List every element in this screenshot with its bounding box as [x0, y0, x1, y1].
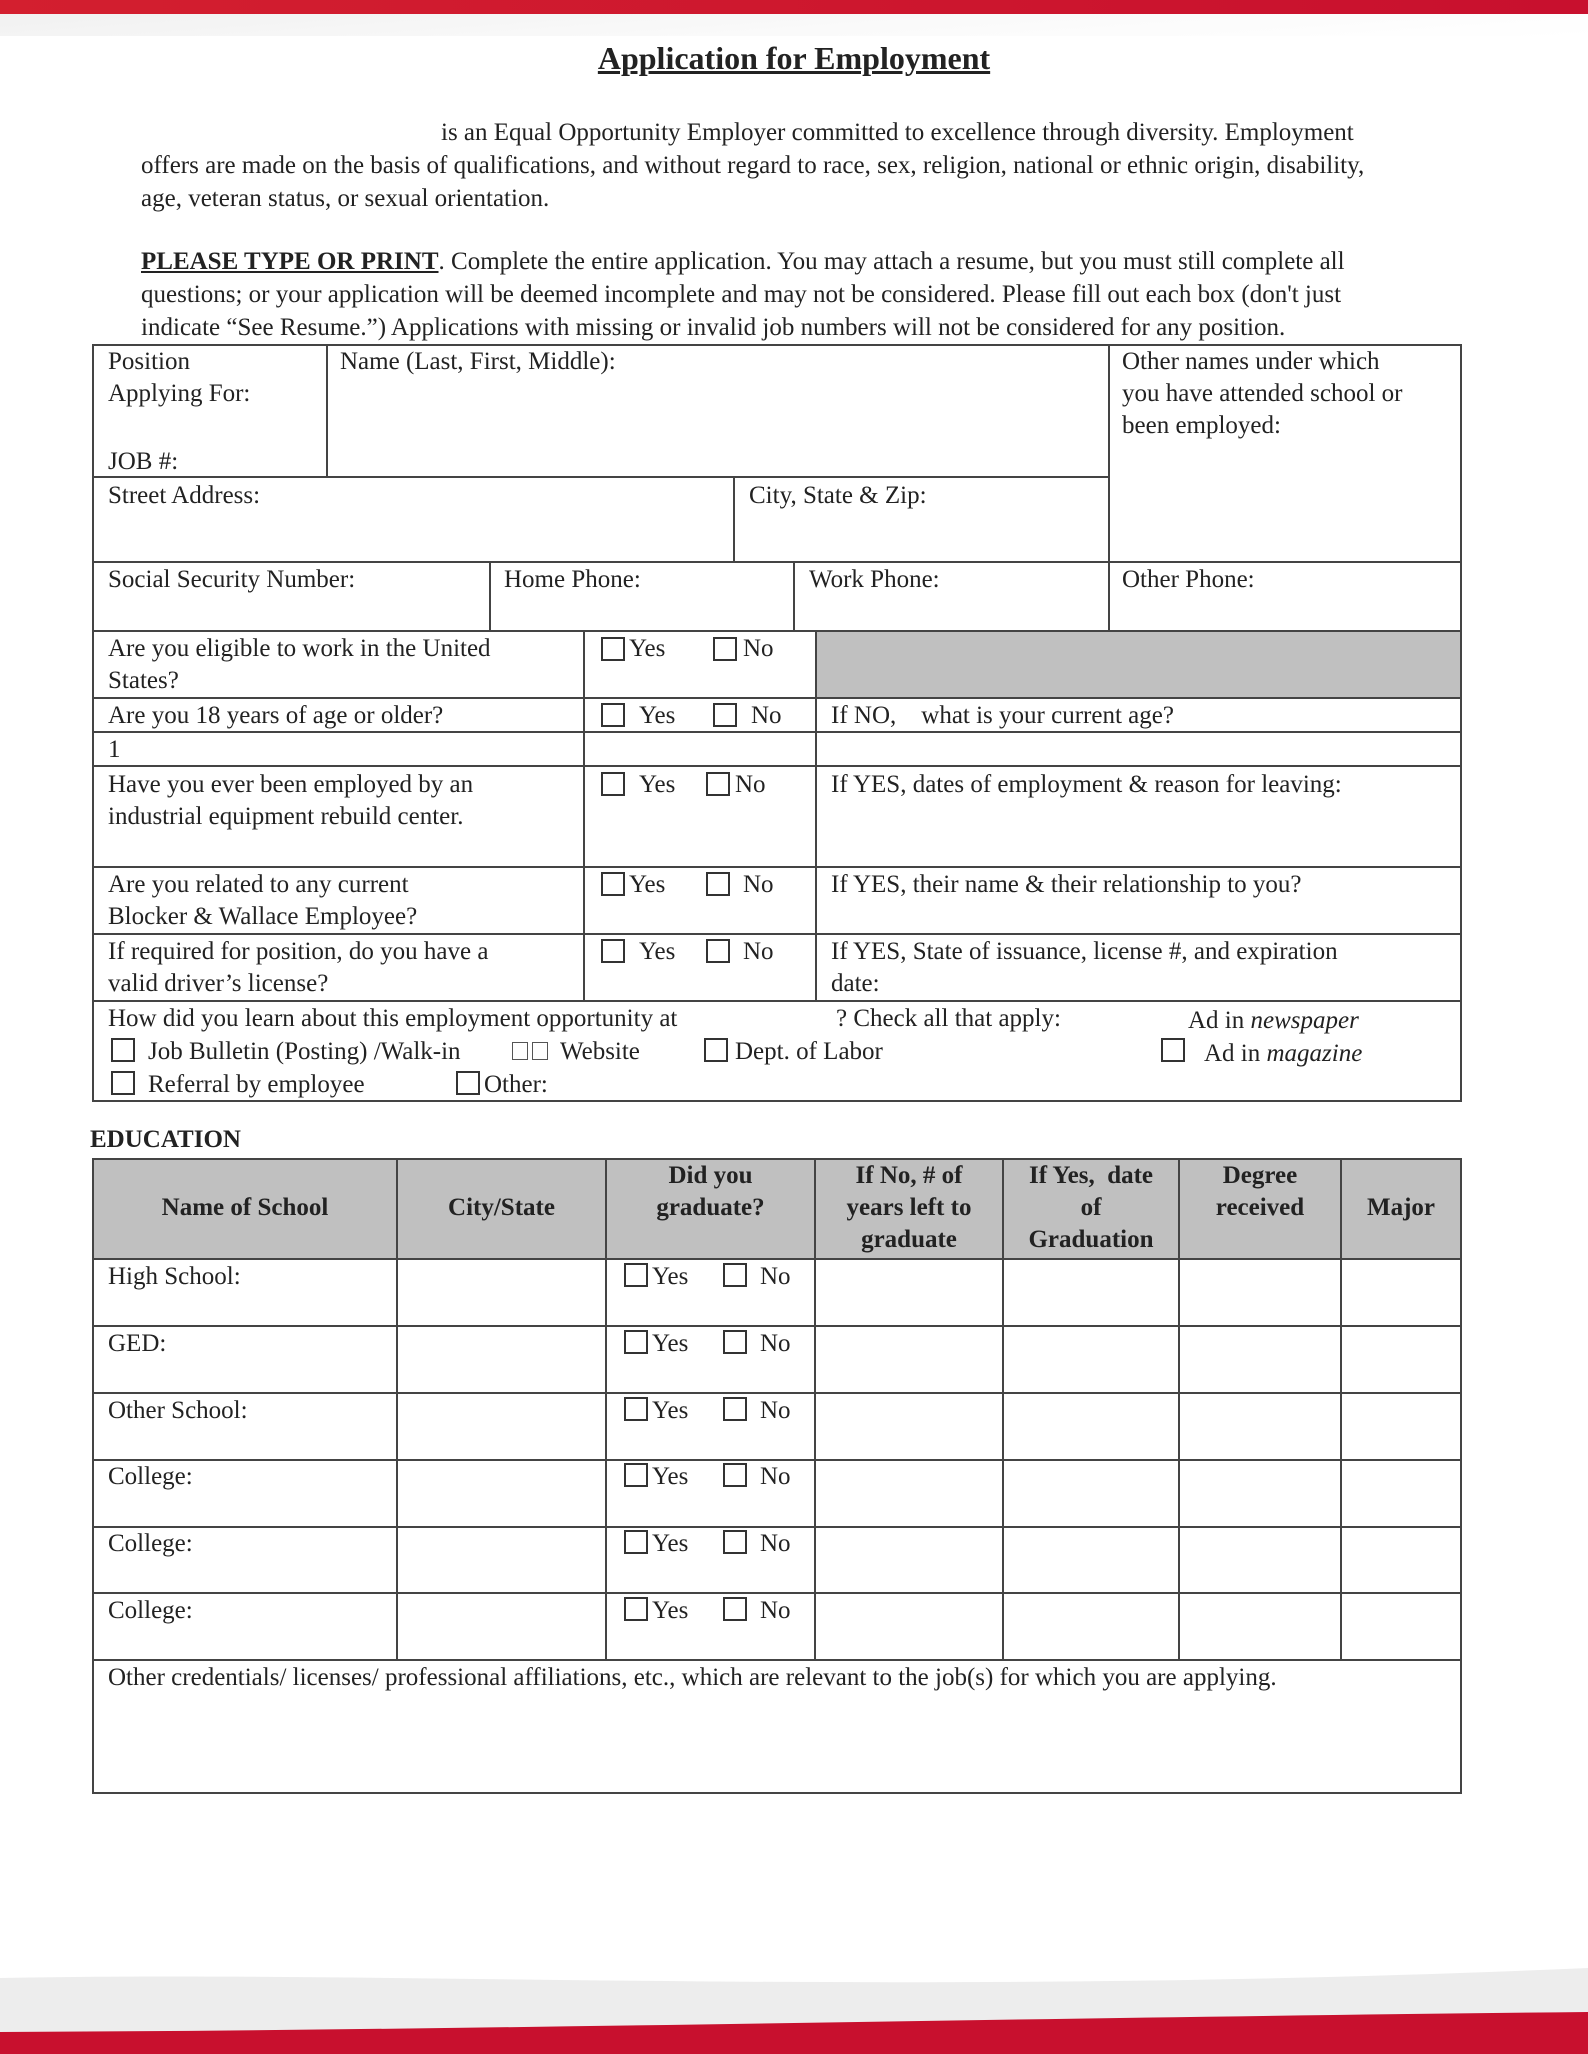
age-yes-checkbox[interactable] [601, 703, 625, 727]
instructions [141, 245, 1551, 344]
check-all-label: ? Check all that apply: [836, 1005, 1061, 1032]
school-row-label: College: [108, 1530, 193, 1557]
age-followup-label: If NO, what is your current age? [831, 702, 1174, 729]
divider [92, 1325, 1462, 1327]
job-bulletin-checkbox[interactable] [111, 1038, 135, 1062]
eligible-question-line-2: States? [108, 667, 179, 694]
school-row-label: Other School: [108, 1397, 248, 1424]
page-title: Application for Employment [597, 40, 991, 76]
related-yes-checkbox[interactable] [601, 872, 625, 896]
license-question-line-2: valid driver’s license? [108, 970, 329, 997]
instructions-line-1 [141, 245, 1551, 278]
divider [1108, 344, 1110, 562]
other-names-line-3: been employed: [1122, 412, 1281, 439]
header-graduation-date-line-1: If Yes, date [1028, 1162, 1154, 1189]
license-followup-line-2: date: [831, 970, 880, 997]
instructions-line-1-rest: . Complete the entire application. You may attach a resume, but you must still complete all [438, 248, 1345, 275]
eeo-line-2: offers are made on the basis of qualifications, and without regard to race, sex, religion, national or ethnic origin, disability, [141, 152, 1365, 179]
age-no-label: No [751, 702, 782, 729]
license-question-line-1: If required for position, do you have a [108, 938, 489, 965]
magazine-text: magazine [1266, 1040, 1363, 1067]
license-no-label: No [743, 938, 774, 965]
header-graduated-line-2: graduate? [656, 1194, 765, 1221]
divider [1178, 1158, 1180, 1660]
header-years-left [816, 1160, 1002, 1256]
bottom-wave-decoration [0, 1960, 1588, 2054]
job-bulletin-label: Job Bulletin (Posting) /Walk-in [148, 1038, 461, 1065]
rebuild-question-line-1: Have you ever been employed by an [108, 771, 474, 798]
header-years-left-line-3: graduate [861, 1226, 957, 1253]
source-question: How did you learn about this employment opportunity at [108, 1005, 678, 1032]
grad-no-checkbox[interactable] [723, 1530, 747, 1554]
type-or-print-emphasis: PLEASE TYPE OR PRINT [141, 248, 439, 275]
school-row-label: College: [108, 1463, 193, 1490]
header-name-of-school: Name of School [161, 1194, 329, 1221]
website-checkbox[interactable] [532, 1042, 548, 1060]
divider [583, 630, 585, 1001]
grad-yes-checkbox[interactable] [624, 1597, 648, 1621]
ad-in-text: Ad in [1204, 1040, 1261, 1067]
home-phone-label: Home Phone: [504, 566, 641, 593]
grad-no-label: No [760, 1463, 791, 1490]
age-yes-label: Yes [639, 702, 676, 729]
divider [1108, 561, 1110, 631]
grad-no-checkbox[interactable] [723, 1330, 747, 1354]
school-row-label: High School: [108, 1263, 241, 1290]
license-no-checkbox[interactable] [706, 939, 730, 963]
grad-no-label: No [760, 1263, 791, 1290]
row-number: 1 [108, 736, 121, 763]
divider [92, 630, 1462, 632]
job-number-label: JOB #: [108, 448, 179, 475]
divider [92, 933, 1462, 935]
divider [396, 1158, 398, 1660]
rebuild-yes-label: Yes [639, 771, 676, 798]
rebuild-question-line-2: industrial equipment rebuild center. [108, 803, 464, 830]
top-gray-band [0, 14, 1588, 36]
divider [1340, 1158, 1342, 1660]
grad-no-label: No [760, 1530, 791, 1557]
eeo-statement [141, 116, 1551, 215]
eligible-question [108, 633, 491, 697]
divider [92, 1392, 1462, 1394]
header-graduated-line-1: Did you [668, 1162, 753, 1189]
divider [733, 477, 735, 562]
divider [325, 476, 1109, 478]
age-no-checkbox[interactable] [713, 703, 737, 727]
position-label-line-2: Applying For: [108, 380, 251, 407]
credentials-label: Other credentials/ licenses/ professional affiliations, etc., which are relevant to the job(s) for which you are applying. [108, 1664, 1277, 1691]
ad-newspaper-label [1188, 1005, 1359, 1037]
license-followup-label [831, 936, 1338, 1000]
license-yes-label: Yes [639, 938, 676, 965]
grad-yes-checkbox[interactable] [624, 1397, 648, 1421]
license-yes-checkbox[interactable] [601, 939, 625, 963]
other-names-label [1122, 346, 1402, 442]
dept-labor-label: Dept. of Labor [735, 1038, 883, 1065]
divider [92, 1592, 1462, 1594]
walk-in-checkbox[interactable] [512, 1042, 528, 1060]
header-city-state: City/State [448, 1194, 555, 1221]
divider [92, 866, 1462, 868]
header-graduation-date-line-3: Graduation [1028, 1226, 1154, 1253]
eeo-line-3: age, veteran status, or sexual orientation. [141, 185, 550, 212]
grad-no-label: No [760, 1597, 791, 1624]
related-no-label: No [743, 871, 774, 898]
rebuild-followup-label: If YES, dates of employment & reason for leaving: [831, 771, 1342, 798]
related-followup-label: If YES, their name & their relationship to you? [831, 871, 1302, 898]
grad-no-checkbox[interactable] [723, 1463, 747, 1487]
ad-in-text: Ad in [1188, 1007, 1245, 1034]
grad-yes-checkbox[interactable] [624, 1263, 648, 1287]
rebuild-question [108, 769, 473, 833]
grad-yes-label: Yes [652, 1530, 689, 1557]
divider [92, 697, 1462, 699]
header-years-left-line-1: If No, # of [855, 1162, 963, 1189]
referral-checkbox[interactable] [111, 1071, 135, 1095]
header-degree-line-1: Degree [1222, 1162, 1298, 1189]
newspaper-text: newspaper [1250, 1007, 1359, 1034]
header-major: Major [1366, 1194, 1436, 1221]
grad-yes-label: Yes [652, 1330, 689, 1357]
grad-yes-label: Yes [652, 1263, 689, 1290]
other-source-checkbox[interactable] [456, 1071, 480, 1095]
work-phone-label: Work Phone: [809, 566, 940, 593]
rebuild-no-label: No [735, 771, 766, 798]
school-row-label: GED: [108, 1330, 167, 1357]
eligible-no-checkbox[interactable] [713, 637, 737, 661]
city-state-zip-label: City, State & Zip: [749, 482, 927, 509]
grad-yes-checkbox[interactable] [624, 1530, 648, 1554]
education-heading: EDUCATION [90, 1126, 241, 1153]
header-graduated [607, 1160, 814, 1224]
eligible-yes-checkbox[interactable] [601, 637, 625, 661]
header-degree [1180, 1160, 1340, 1224]
grad-yes-checkbox[interactable] [624, 1330, 648, 1354]
related-no-checkbox[interactable] [706, 872, 730, 896]
divider [326, 344, 328, 477]
divider [605, 1158, 607, 1660]
header-years-left-line-2: years left to [846, 1194, 972, 1221]
grad-yes-label: Yes [652, 1463, 689, 1490]
position-label [108, 346, 250, 410]
divider [92, 1258, 1462, 1260]
grad-no-checkbox[interactable] [723, 1263, 747, 1287]
referral-label: Referral by employee [148, 1071, 365, 1098]
instructions-line-3: indicate “See Resume.”) Applications with missing or invalid job numbers will not be considered for any position. [141, 314, 1286, 341]
school-row-label: College: [108, 1597, 193, 1624]
grad-no-label: No [760, 1397, 791, 1424]
grad-no-checkbox[interactable] [723, 1597, 747, 1621]
eligible-no-label: No [743, 635, 774, 662]
ad-magazine-checkbox[interactable] [1161, 1038, 1185, 1062]
position-label-line-1: Position [108, 348, 190, 375]
age-question: Are you 18 years of age or older? [108, 702, 444, 729]
rebuild-yes-checkbox[interactable] [601, 772, 625, 796]
eeo-line-1: is an Equal Opportunity Employer committed to excellence through diversity. Employment [441, 119, 1354, 146]
divider [815, 630, 817, 1001]
grad-yes-label: Yes [652, 1397, 689, 1424]
divider [92, 1000, 1462, 1002]
related-question [108, 869, 417, 933]
website-label: Website [560, 1038, 640, 1065]
shaded-cell [816, 631, 1460, 697]
divider [793, 561, 795, 631]
grad-yes-label: Yes [652, 1597, 689, 1624]
header-graduation-date [1004, 1160, 1178, 1256]
other-names-line-2: you have attended school or [1122, 380, 1403, 407]
other-names-line-1: Other names under which [1122, 348, 1380, 375]
header-degree-line-2: received [1215, 1194, 1305, 1221]
divider [92, 765, 1462, 767]
other-source-label: Other: [484, 1071, 548, 1098]
street-address-label: Street Address: [108, 482, 261, 509]
divider [489, 561, 491, 631]
top-red-band [0, 0, 1588, 14]
related-yes-label: Yes [629, 871, 666, 898]
instructions-line-2: questions; or your application will be deemed incomplete and may not be considered. Please fill out each box (don't just [141, 281, 1342, 308]
rebuild-no-checkbox[interactable] [706, 772, 730, 796]
license-followup-line-1: If YES, State of issuance, license #, and expiration [831, 938, 1338, 965]
eligible-yes-label: Yes [629, 635, 666, 662]
divider [92, 1659, 1462, 1661]
grad-no-checkbox[interactable] [723, 1397, 747, 1421]
ad-magazine-label [1204, 1038, 1362, 1070]
license-question [108, 936, 488, 1000]
header-graduation-date-line-2: of [1080, 1194, 1102, 1221]
grad-yes-checkbox[interactable] [624, 1463, 648, 1487]
name-label: Name (Last, First, Middle): [340, 348, 616, 375]
related-question-line-2: Blocker & Wallace Employee? [108, 903, 418, 930]
eligible-question-line-1: Are you eligible to work in the United [108, 635, 491, 662]
other-phone-label: Other Phone: [1122, 566, 1255, 593]
grad-no-label: No [760, 1330, 791, 1357]
divider [92, 561, 1462, 563]
ssn-label: Social Security Number: [108, 566, 356, 593]
related-question-line-1: Are you related to any current [108, 871, 409, 898]
dept-labor-checkbox[interactable] [704, 1038, 728, 1062]
